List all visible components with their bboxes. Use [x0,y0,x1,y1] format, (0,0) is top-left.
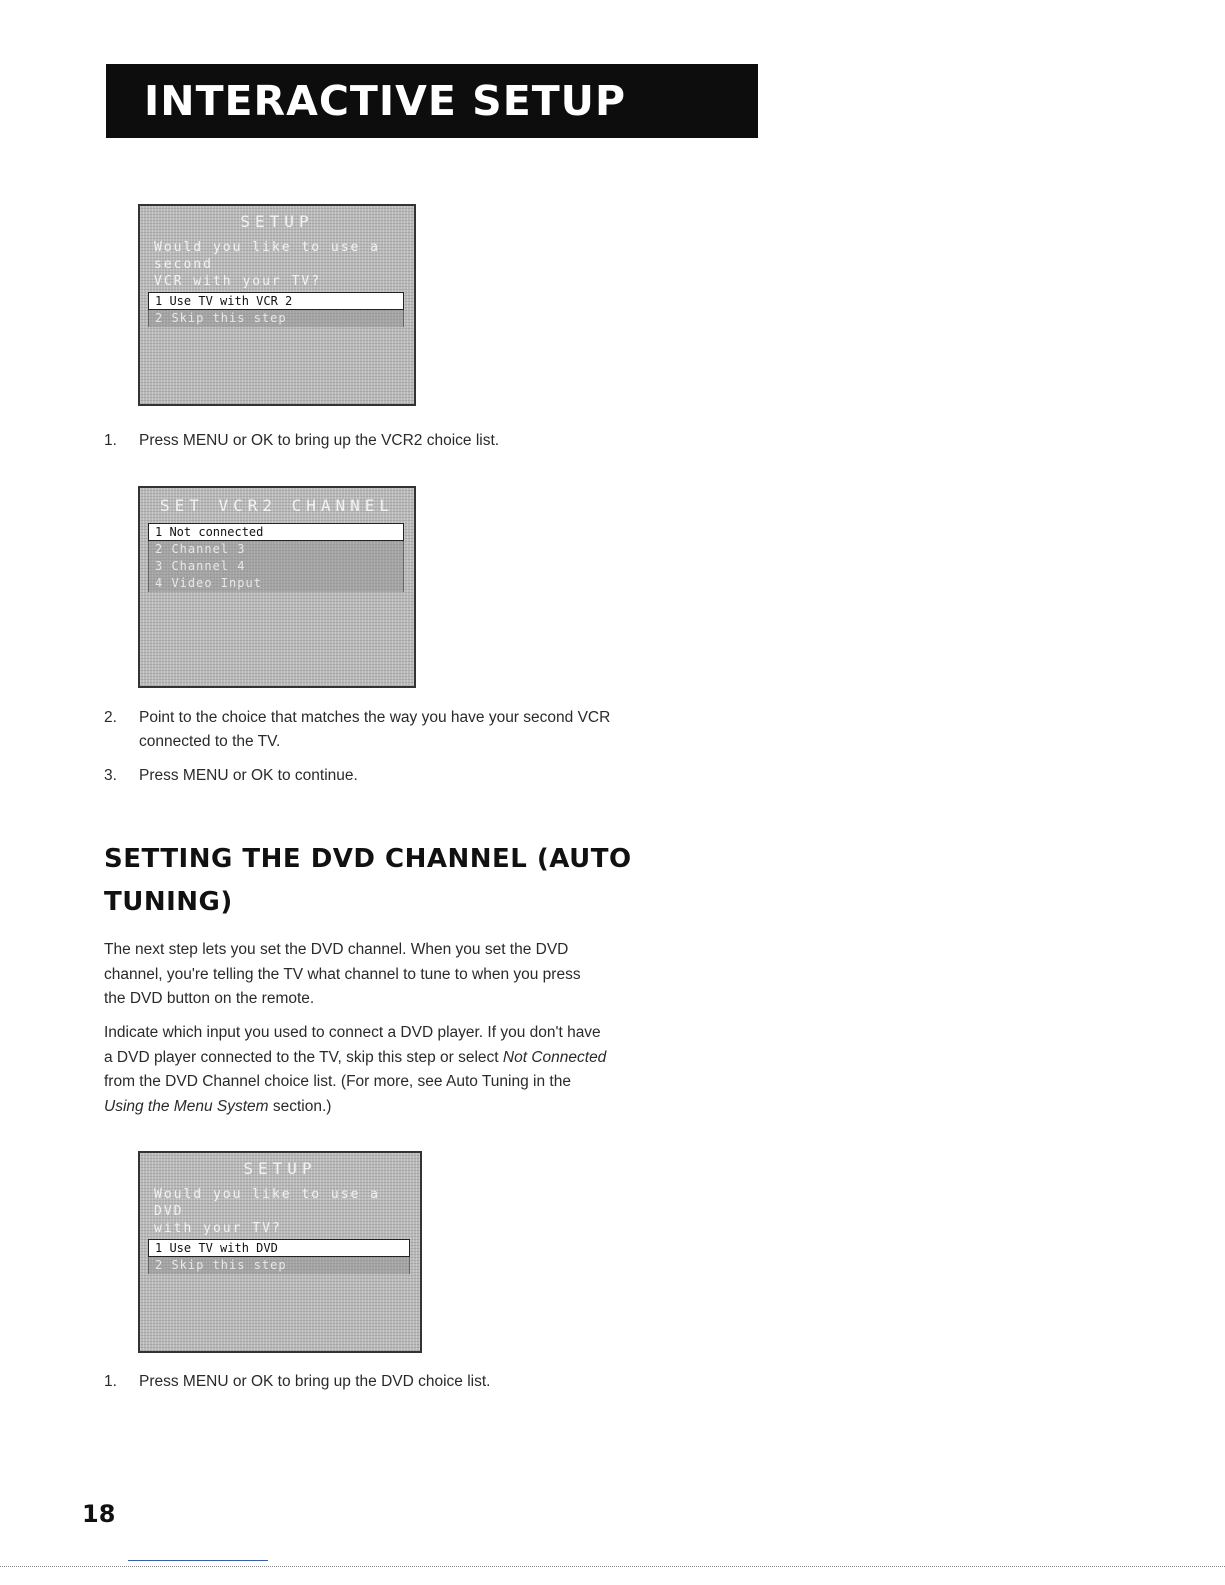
intro-paragraph [104,938,724,1012]
emphasis-text: Not Connected [502,1048,607,1066]
screen-option-selected: 1 Use TV with DVD [148,1239,410,1257]
screen-option: 2 Skip this step [148,310,404,327]
screen-option: 4 Video Input [148,575,404,592]
para-line: Indicate which input you used to connect a DVD player. If you don't have [104,1024,601,1041]
screen-title: SETUP [240,212,314,231]
set-vcr2-channel-screen [138,486,416,688]
para-line: a DVD player connected to the TV, skip this step or select [104,1048,503,1066]
screen-option-selected: 1 Use TV with VCR 2 [148,292,404,310]
banner-title: INTERACTIVE SETUP [144,77,627,125]
setup-screen-vcr2 [138,204,416,406]
para-line: channel, you're telling the TV what channel to tune to when you press [104,965,581,983]
step-text-line: connected to the TV. [139,733,281,750]
step-number: 1. [104,1373,117,1390]
step-item [104,764,739,788]
step-number: 2. [104,709,117,726]
step-text [139,706,739,754]
bottom-divider [0,1566,1225,1567]
page-number: 18 [82,1500,116,1528]
screen-title: SET VCR2 CHANNEL [159,496,395,515]
setup-screen-dvd [138,1151,422,1353]
step-number: 3. [104,767,117,784]
screen-question-line: Would you like to use a DVD [154,1187,381,1219]
section-heading [104,838,704,924]
step-text: Press MENU or OK to bring up the VCR2 choice list. [139,432,500,449]
screen-option: 3 Channel 4 [148,558,404,575]
section-banner [106,64,758,138]
para-line: The next step lets you set the DVD channel. When you set the DVD [104,941,569,958]
screen-question [140,231,414,290]
step-item [104,706,739,754]
step-text: Press MENU or OK to continue. [139,767,358,784]
step-text-line: Point to the choice that matches the way you have your second VCR [139,709,611,726]
step-number: 1. [104,432,117,449]
screen-option-selected: 1 Not connected [148,523,404,541]
screen-option: 2 Skip this step [148,1257,410,1274]
para-line: section.) [268,1097,332,1115]
section-heading-line: TUNING) [104,887,233,917]
screen-question [140,1178,420,1237]
para-line: from the DVD Channel choice list. (For more, see Auto Tuning in the [104,1073,571,1090]
screen-question-line: with your TV? [154,1221,282,1236]
bottom-link-rule [128,1560,268,1561]
screen-question-line: Would you like to use a second [154,240,381,272]
screen-question-line: VCR with your TV? [154,274,322,289]
screen-option: 2 Channel 3 [148,541,404,558]
step-item [104,1370,739,1394]
section-heading-line: SETTING THE DVD CHANNEL (AUTO [104,844,632,874]
step-item [104,429,739,453]
para-line: the DVD button on the remote. [104,990,315,1007]
instructions-paragraph [104,1021,724,1119]
emphasis-text: Using the Menu System [104,1097,269,1115]
step-text: Press MENU or OK to bring up the DVD choice list. [139,1373,491,1390]
screen-title: SETUP [243,1159,317,1178]
